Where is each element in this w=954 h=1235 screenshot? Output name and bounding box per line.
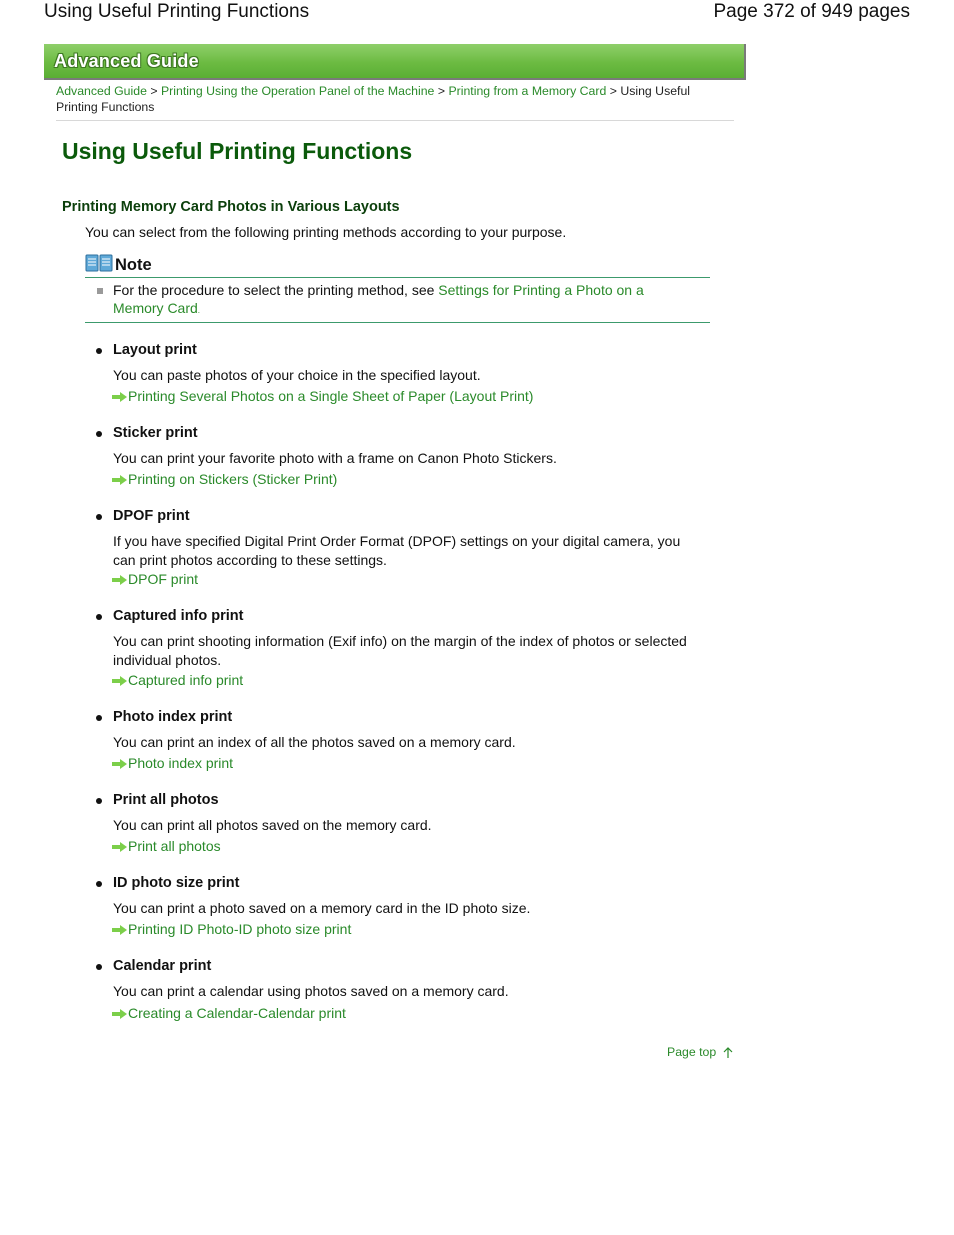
section-heading: Printing Memory Card Photos in Various Layouts: [62, 199, 400, 215]
breadcrumb-separator: >: [609, 84, 617, 98]
note-trail: .: [197, 306, 201, 315]
breadcrumb-divider: [56, 120, 734, 121]
item-description: You can print shooting information (Exif info) on the margin of the index of photos or selected individual photos.: [113, 633, 687, 668]
breadcrumb-current: Using Useful Printing Functions: [56, 84, 691, 114]
breadcrumb-separator: >: [437, 84, 446, 98]
item-link-label[interactable]: Photo index print: [128, 755, 234, 771]
item-description: You can print an index of all the photos saved on a memory card.: [113, 734, 516, 750]
item-link-label[interactable]: DPOF print: [128, 571, 199, 587]
page-title: Using Useful Printing Functions: [62, 138, 413, 164]
item-link-label[interactable]: Printing Several Photos on a Single Sheet of Paper (Layout Print): [128, 388, 534, 404]
arrow-right-icon: [112, 1009, 127, 1019]
breadcrumb-separator: >: [150, 84, 158, 98]
page-top-label[interactable]: Page top: [667, 1045, 717, 1059]
note-header: [85, 253, 710, 278]
breadcrumb-advanced-guide[interactable]: Advanced Guide: [56, 84, 147, 98]
arrow-right-icon: [112, 676, 127, 686]
item-link-label[interactable]: Print all photos: [128, 838, 221, 854]
note-text-lead: For the procedure to select the printing method, see: [113, 282, 439, 298]
arrow-right-icon: [112, 842, 127, 852]
item-title: Print all photos: [113, 792, 219, 808]
bullet-icon: [96, 964, 102, 970]
advanced-guide-banner: [44, 44, 746, 80]
item-link-label[interactable]: Printing ID Photo-ID photo size print: [128, 921, 352, 937]
item-description: You can print your favorite photo with a frame on Canon Photo Stickers.: [113, 450, 557, 466]
arrow-up-icon: [722, 1047, 734, 1059]
item-link[interactable]: [112, 921, 351, 937]
item-link-label[interactable]: Creating a Calendar-Calendar print: [128, 1005, 346, 1021]
item-description: You can print a photo saved on a memory card in the ID photo size.: [113, 900, 531, 916]
arrow-right-icon: [112, 925, 127, 935]
note-label: Note: [115, 256, 152, 274]
page-indicator: Page 372 of 949 pages: [713, 1, 910, 22]
breadcrumb-operation-panel[interactable]: Printing Using the Operation Panel of the Machine: [160, 84, 435, 98]
arrow-right-icon: [112, 475, 127, 485]
item-title: Layout print: [113, 342, 197, 358]
item-description: If you have specified Digital Print Order Format (DPOF) settings on your digital camera, you can print photos according to these settings.: [113, 533, 681, 568]
breadcrumb-memory-card[interactable]: Printing from a Memory Card: [448, 84, 607, 98]
item-link[interactable]: [112, 388, 533, 404]
bullet-icon: [96, 514, 102, 520]
item-description: You can print a calendar using photos saved on a memory card.: [113, 983, 509, 999]
item-title: ID photo size print: [113, 875, 240, 891]
arrow-right-icon: [112, 392, 127, 402]
page-top-link[interactable]: [667, 1045, 734, 1059]
bullet-icon: [96, 881, 102, 887]
item-description: You can paste photos of your choice in the specified layout.: [113, 367, 481, 383]
bullet-icon: [96, 431, 102, 437]
item-title: Sticker print: [113, 425, 198, 441]
item-link[interactable]: [112, 672, 243, 688]
note-text: [113, 281, 673, 320]
item-link[interactable]: [112, 755, 233, 771]
bullet-icon: [96, 715, 102, 721]
item-link-label[interactable]: Printing on Stickers (Sticker Print): [128, 471, 338, 487]
note-body: [85, 281, 710, 323]
banner-label: Advanced Guide: [54, 51, 199, 71]
item-link[interactable]: [112, 571, 198, 587]
square-bullet-icon: [97, 288, 103, 294]
arrow-right-icon: [112, 575, 127, 585]
item-title: Captured info print: [113, 608, 244, 624]
arrow-right-icon: [112, 759, 127, 769]
book-icon: [85, 253, 113, 273]
page-header-title: Using Useful Printing Functions: [44, 1, 310, 22]
item-link[interactable]: [112, 838, 221, 854]
bullet-icon: [96, 614, 102, 620]
item-title: Photo index print: [113, 709, 233, 725]
note-link-settings[interactable]: Settings for Printing a Photo on a Memory Card: [113, 282, 644, 316]
section-intro: You can select from the following printing methods according to your purpose.: [85, 224, 567, 240]
item-title: Calendar print: [113, 958, 212, 974]
breadcrumb: [56, 83, 716, 115]
item-description: You can print all photos saved on the memory card.: [113, 817, 432, 833]
page-header: [0, 0, 954, 30]
bullet-icon: [96, 798, 102, 804]
item-link-label[interactable]: Captured info print: [128, 672, 244, 688]
item-link[interactable]: [112, 471, 337, 487]
item-link[interactable]: [112, 1005, 346, 1021]
bullet-icon: [96, 348, 102, 354]
item-title: DPOF print: [113, 508, 190, 524]
